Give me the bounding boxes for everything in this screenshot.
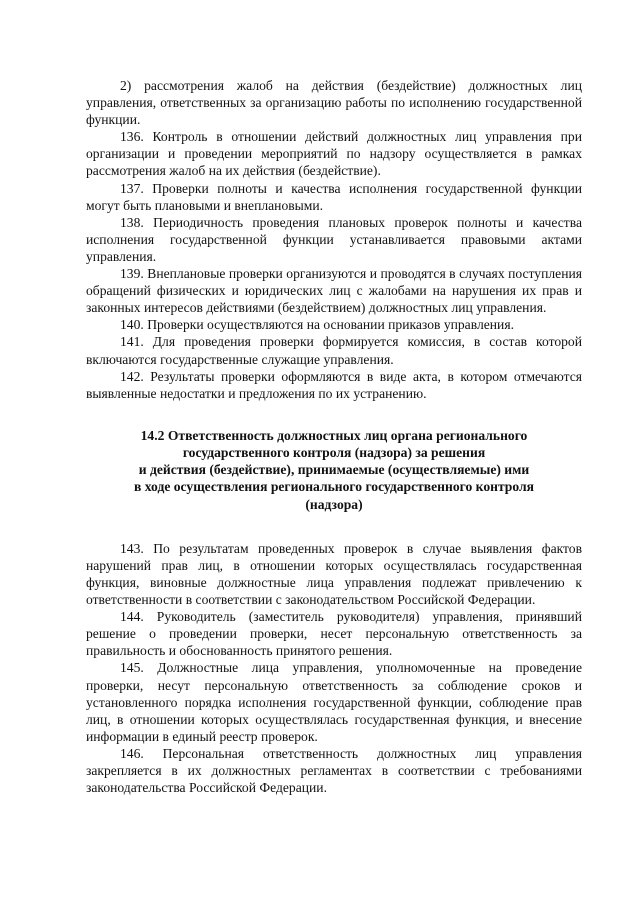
paragraph-item-2: 2) рассмотрения жалоб на действия (бездействие) должностных лиц управления, ответственных за организацию работы по исполнению государственной функции. [86,78,582,128]
heading-line: (надзора) [305,496,363,512]
section-heading [86,427,582,513]
paragraph-145: 145. Должностные лица управления, уполномоченные на проведение проверки, несут персональную ответственность за соблюдение сроков и установленного порядка исполнения государственной функции, соблюдение прав лиц, в отношении которых осуществлялась государственная функция, и внесение информации в единый реестр проверок. [86,660,582,744]
paragraph-141: 141. Для проведения проверки формируется комиссия, в состав которой включаются государственные служащие управления. [86,334,582,367]
paragraph-137: 137. Проверки полноты и качества исполнения государственной функции могут быть плановыми и внеплановыми. [86,180,582,213]
text-block-top [86,77,582,402]
heading-line: в ходе осуществления регионального государственного контроля [134,479,534,495]
paragraph-146: 146. Персональная ответственность должностных лиц управления закрепляется в их должностных регламентах в соответствии с требованиями законодательства Российской Федерации. [86,745,582,796]
paragraph-142: 142. Результаты проверки оформляются в виде акта, в котором отмечаются выявленные недостатки и предложения по их устранению. [86,368,582,401]
text-block-bottom [86,540,582,796]
paragraph-140: 140. Проверки осуществляются на основании приказов управления. [120,317,514,333]
paragraph-139: 139. Внеплановые проверки организуются и проводятся в случаях поступления обращений физических и юридических лиц с жалобами на нарушения их прав и законных интересов действиями (бездействием) должностных лиц управления. [86,266,582,316]
heading-line: 14.2 Ответственность должностных лиц органа регионального [140,427,528,443]
paragraph-144: 144. Руководитель (заместитель руководителя) управления, принявший решение о проведении проверки, несет персональную ответственность за правильность и обоснованность принятого решения. [86,609,582,659]
paragraph-143: 143. По результатам проведенных проверок в случае выявления фактов нарушений прав лиц, в отношении которых осуществлялась государственная функция, виновные должностные лица управления подлежат привлечению к ответственности в соответствии с законодательством Российской Федерации. [86,540,582,608]
paragraph-138: 138. Периодичность проведения плановых проверок полноты и качества исполнения государственной функции устанавливается правовыми актами управления. [86,214,582,264]
paragraph-136: 136. Контроль в отношении действий должностных лиц управления при организации и проведении мероприятий по надзору осуществляется в рамках рассмотрения жалоб на их действия (бездействие). [86,129,582,179]
heading-line: и действия (бездействие), принимаемые (осуществляемые) ими [138,462,530,478]
heading-line: государственного контроля (надзора) за решения [182,444,486,460]
